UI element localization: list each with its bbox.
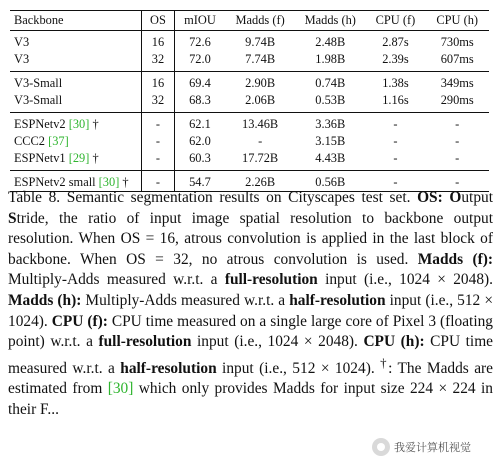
- cell-miou: 54.7: [174, 171, 225, 192]
- cell-cpu-h: -: [455, 151, 460, 165]
- madds-h-term: Madds (h):: [8, 291, 82, 309]
- half-resolution-term: half-resolution: [120, 359, 217, 377]
- cell-madds-f: 13.46B: [225, 113, 295, 134]
- full-resolution-term: full-resolution: [98, 333, 192, 351]
- cell-miou: 60.3: [189, 151, 211, 165]
- backbone-name: ESPNetv1: [14, 151, 69, 165]
- table-row: [10, 92, 489, 113]
- cell-cpu-f: 1.16s: [382, 93, 409, 107]
- caption-text: Table 8. Semantic segmentation results on Cityscapes test set.: [8, 189, 418, 206]
- citation-link[interactable]: [29]: [68, 151, 90, 165]
- cell-os: -: [142, 133, 175, 150]
- cell-backbone: V3: [10, 51, 142, 72]
- caption-text: input (i.e., 1024 × 2048).: [317, 271, 493, 289]
- caption-text: : The Madds are estimated from: [8, 359, 493, 398]
- cell-cpu-f: -: [393, 134, 398, 148]
- cell-miou: 72.6: [174, 31, 225, 52]
- table-row: [10, 133, 489, 150]
- cell-backbone: [10, 133, 142, 150]
- backbone-name: ESPNetv2: [14, 117, 69, 131]
- cell-cpu-h: -: [455, 134, 460, 148]
- caption-text: input (i.e., 1024 × 2048).: [191, 333, 364, 351]
- citation-link[interactable]: [30]: [107, 380, 134, 398]
- header-miou: mIOU: [174, 11, 225, 31]
- cell-cpu-f: -: [393, 151, 398, 165]
- cell-madds-h: 0.53B: [315, 93, 346, 107]
- cell-cpu-f: 2.39s: [382, 52, 409, 66]
- cell-miou: 69.4: [174, 72, 225, 93]
- results-table: [10, 10, 489, 192]
- cell-cpu-h: 730ms: [425, 31, 489, 52]
- cell-miou: 72.0: [189, 52, 211, 66]
- cell-madds-f: -: [258, 134, 263, 148]
- header-os: OS: [142, 11, 175, 31]
- dagger-mark: †: [89, 117, 99, 131]
- table-header-row: [10, 11, 489, 31]
- cell-madds-h: 4.43B: [315, 151, 346, 165]
- cell-backbone: V3: [10, 31, 142, 52]
- madds-f-term: Madds (f):: [417, 250, 493, 268]
- table-row: [10, 31, 489, 52]
- watermark: [372, 436, 496, 458]
- cell-madds-h: 2.48B: [295, 31, 365, 52]
- caption-text: which only provides Madds for input size 224 × 224 in their F...: [8, 380, 493, 419]
- header-madds-f: Madds (f): [225, 11, 295, 31]
- cell-cpu-h: 349ms: [425, 72, 489, 93]
- citation-link[interactable]: [30]: [98, 175, 120, 189]
- backbone-name: ESPNetv2 small: [14, 175, 99, 189]
- cell-cpu-f: -: [365, 113, 425, 134]
- cell-madds-f: 2.26B: [225, 171, 295, 192]
- dagger-mark: †: [380, 355, 389, 370]
- cell-miou: 68.3: [189, 93, 211, 107]
- cell-miou: 62.1: [174, 113, 225, 134]
- citation-link[interactable]: [30]: [68, 117, 90, 131]
- table-row: [10, 72, 489, 93]
- watermark-text: 我爱计算机视觉: [394, 441, 471, 454]
- cell-cpu-f: 2.87s: [365, 31, 425, 52]
- cell-os: 32: [142, 92, 175, 113]
- cell-backbone: [10, 150, 142, 171]
- table-row: [10, 113, 489, 134]
- caption-text: CPU time measured w.r.t. a: [8, 333, 493, 377]
- full-resolution-term: full-resolution: [224, 271, 318, 289]
- dagger-mark: †: [89, 151, 99, 165]
- dagger-mark: †: [119, 175, 129, 189]
- caption-text: Multiply-Adds measured w.r.t. a: [8, 271, 225, 289]
- cell-madds-h: 0.56B: [295, 171, 365, 192]
- cpu-h-term: CPU (h):: [363, 333, 425, 351]
- cell-os: -: [142, 150, 175, 171]
- cell-madds-f: 2.06B: [245, 93, 276, 107]
- cell-cpu-h: 607ms: [440, 52, 474, 66]
- os-initial-o: O: [449, 189, 462, 206]
- cell-madds-h: 0.74B: [295, 72, 365, 93]
- caption-text: input (i.e., 512 × 1024).: [216, 359, 381, 377]
- caption-text: input (i.e., 512 × 1024).: [8, 291, 493, 330]
- cell-cpu-h: 290ms: [440, 93, 474, 107]
- cell-os: 16: [142, 31, 175, 52]
- cell-os: 32: [142, 51, 175, 72]
- cell-miou: 62.0: [189, 134, 211, 148]
- caption-text: CPU time measured on a single large core of Pixel 3 (floating point) w.r.t. a: [8, 312, 494, 351]
- cell-madds-f: 17.72B: [242, 151, 279, 165]
- cell-backbone: V3-Small: [10, 72, 142, 93]
- header-cpu-f: CPU (f): [365, 11, 425, 31]
- os-term: OS:: [417, 189, 443, 206]
- os-initial-s: S: [8, 209, 17, 227]
- cell-madds-h: 3.15B: [315, 134, 346, 148]
- table-row: [10, 150, 489, 171]
- cell-cpu-h: -: [425, 171, 489, 192]
- half-resolution-term: half-resolution: [289, 291, 386, 309]
- citation-link[interactable]: [37]: [48, 134, 69, 148]
- cell-os: -: [142, 113, 175, 134]
- cell-madds-h: 3.36B: [295, 113, 365, 134]
- table-caption: [8, 188, 493, 421]
- header-cpu-h: CPU (h): [425, 11, 489, 31]
- cpu-f-term: CPU (f):: [51, 312, 108, 330]
- cell-os: 16: [142, 72, 175, 93]
- cell-cpu-f: 1.38s: [365, 72, 425, 93]
- header-madds-h: Madds (h): [295, 11, 365, 31]
- header-backbone: Backbone: [10, 11, 142, 31]
- cell-os: -: [142, 171, 175, 192]
- cell-cpu-f: -: [365, 171, 425, 192]
- table-row: [10, 51, 489, 72]
- caption-text: utput: [461, 189, 493, 206]
- cell-cpu-h: -: [425, 113, 489, 134]
- caption-text: Multiply-Adds measured w.r.t. a: [81, 291, 290, 309]
- cell-madds-f: 7.74B: [245, 52, 276, 66]
- cell-madds-f: 9.74B: [225, 31, 295, 52]
- cell-backbone: [10, 113, 142, 134]
- cell-madds-h: 1.98B: [315, 52, 346, 66]
- wechat-logo-icon: [372, 438, 390, 456]
- caption-text: tride, the ratio of input image spatial resolution to backbone output resolution. When OS = 16, atrous convolution is applied in the last block of backbone. When OS = 32, no atrous convolution is used.: [8, 209, 493, 268]
- cell-backbone: V3-Small: [10, 92, 142, 113]
- backbone-name: CCC2: [14, 134, 49, 148]
- cell-madds-f: 2.90B: [225, 72, 295, 93]
